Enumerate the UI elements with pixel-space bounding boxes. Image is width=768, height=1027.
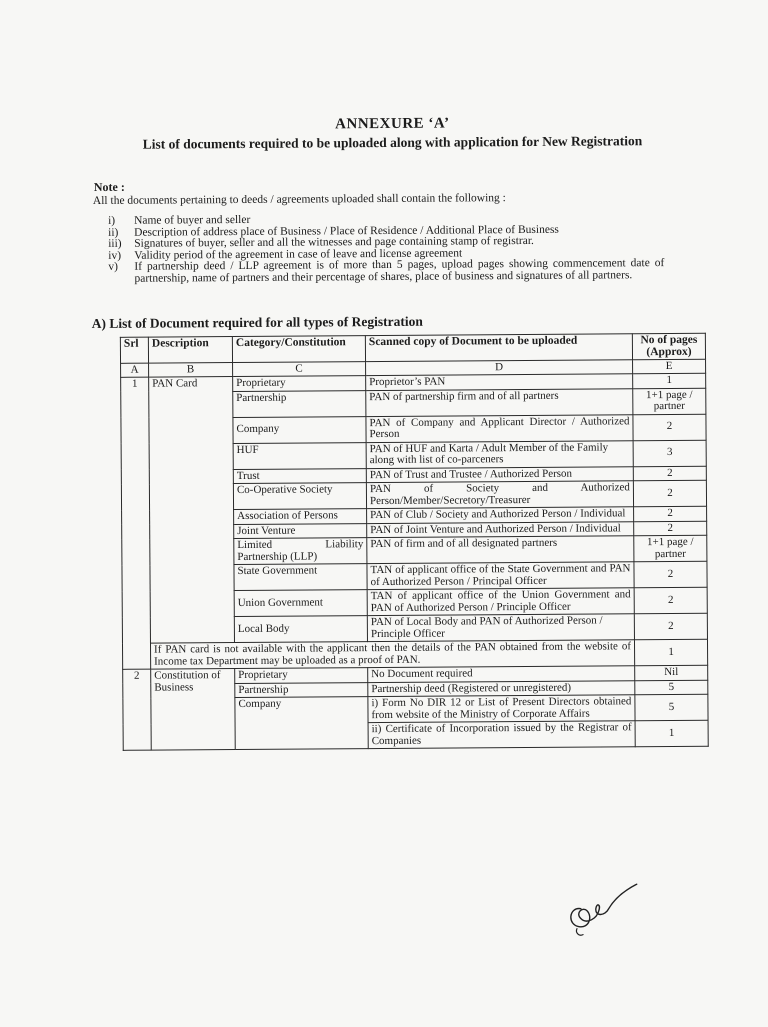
pages-cell: 5 bbox=[635, 680, 708, 695]
category-cell: Joint Venture bbox=[234, 523, 367, 538]
column-header-category: Category/Constitution bbox=[232, 336, 365, 363]
pages-cell: Nil bbox=[635, 665, 708, 680]
pages-cell: 1 bbox=[635, 720, 708, 747]
document-cell: Partnership deed (Registered or unregistered) bbox=[368, 680, 635, 696]
documents-table bbox=[120, 333, 709, 751]
note-list bbox=[108, 212, 664, 285]
document-cell: PAN of Trust and Trustee / Authorized Person bbox=[366, 466, 633, 482]
note-item-number: v) bbox=[108, 260, 119, 273]
column-header-srl: Srl bbox=[120, 337, 148, 363]
category-cell: Partnership bbox=[235, 682, 368, 697]
category-cell: Company bbox=[235, 697, 368, 750]
pages-cell: 1 bbox=[633, 373, 706, 388]
srl-cell: 1 bbox=[121, 377, 151, 669]
document-cell: PAN of firm and of all designated partners bbox=[367, 536, 634, 564]
category-cell: Proprietary bbox=[235, 668, 368, 683]
section-heading: A) List of Document required for all types of Registration bbox=[91, 313, 423, 332]
pages-cell: 2 bbox=[633, 466, 706, 481]
note-item-text: Signatures of buyer, seller and all the witnesses and page containing stamp of registrar. bbox=[134, 234, 534, 250]
note-item-number: ii) bbox=[108, 226, 119, 239]
category-cell: HUF bbox=[233, 442, 366, 469]
document-cell: PAN of Local Body and PAN of Authorized Person / Principle Officer bbox=[367, 614, 634, 642]
document-cell: No Document required bbox=[368, 666, 635, 682]
pan-footnote: If PAN card is not available with the applicant then the details of the PAN obtained from the website of Income tax Department may be uploaded as a proof of PAN. bbox=[150, 640, 634, 669]
category-cell: Company bbox=[233, 416, 366, 443]
pages-cell: 2 bbox=[634, 561, 707, 588]
pages-cell: 2 bbox=[634, 506, 707, 521]
note-item-text: If partnership deed / LLP agreement is of more than 5 pages, upload pages showing commencement date of partnership, name of partners and their percentage of shares, place of business and signatures of all partners. bbox=[134, 257, 665, 285]
pages-cell: 2 bbox=[633, 414, 706, 441]
pages-cell: 3 bbox=[633, 440, 706, 467]
category-cell: State Government bbox=[234, 564, 367, 591]
category-cell: Partnership bbox=[233, 390, 366, 417]
document-cell: PAN of Company and Applicant Director / Authorized Person bbox=[366, 414, 633, 442]
category-cell: Co-Operative Society bbox=[233, 483, 366, 510]
description-cell: Constitution of Business bbox=[151, 669, 236, 751]
pages-cell: 5 bbox=[635, 694, 708, 721]
srl-cell: 2 bbox=[123, 669, 152, 750]
note-label: Note : bbox=[93, 179, 125, 195]
page-subtitle: List of documents required to be uploaded along with application for New Registration bbox=[142, 133, 643, 152]
category-cell: Proprietary bbox=[233, 376, 366, 391]
pages-cell: 1 bbox=[634, 639, 707, 666]
note-item-number: iii) bbox=[108, 237, 122, 250]
pages-cell: 2 bbox=[634, 587, 707, 614]
note-item bbox=[108, 258, 664, 285]
note-item-number: i) bbox=[108, 214, 116, 227]
document-cell: PAN of Joint Venture and Authorized Person / Individual bbox=[367, 521, 634, 537]
document-cell: PAN of HUF and Karta / Adult Member of the Family along with list of co-parceners bbox=[366, 440, 633, 468]
document-cell: PAN of partnership firm and of all partners bbox=[366, 388, 633, 416]
document-cell: Proprietor’s PAN bbox=[366, 374, 633, 390]
pages-cell: 1+1 page / partner bbox=[633, 388, 706, 415]
column-letter: A bbox=[121, 363, 149, 377]
table-row-footnote bbox=[122, 639, 707, 669]
note-intro: All the documents pertaining to deeds / agreements uploaded shall contain the following : bbox=[92, 192, 506, 208]
table-header-row bbox=[120, 333, 705, 363]
pages-cell: 2 bbox=[634, 521, 707, 536]
column-header-document: Scanned copy of Document to be uploaded bbox=[365, 334, 632, 362]
description-cell: PAN Card bbox=[149, 377, 235, 644]
column-letter: D bbox=[366, 360, 633, 376]
document-cell: i) Form No DIR 12 or List of Present Directors obtained from website of the Ministry of Corporate Affairs bbox=[368, 695, 635, 723]
note-item-text: Validity period of the agreement in case of leave and license agreement bbox=[134, 246, 463, 262]
document-cell: PAN of Club / Society and Authorized Person / Individual bbox=[367, 507, 634, 523]
pages-cell: 2 bbox=[634, 613, 707, 640]
column-header-description: Description bbox=[148, 337, 232, 364]
category-cell: Trust bbox=[233, 468, 366, 483]
category-cell: Association of Persons bbox=[234, 509, 367, 524]
pages-cell: 1+1 page / partner bbox=[634, 535, 707, 562]
document-cell: TAN of applicant office of the Union Government and PAN of Authorized Person / Principle Officer bbox=[367, 588, 634, 616]
category-cell: Union Government bbox=[234, 590, 367, 617]
document-cell: ii) Certificate of Incorporation issued by the Registrar of Companies bbox=[368, 721, 635, 749]
column-letter: B bbox=[149, 363, 233, 378]
note-item-text: Description of address place of Business / Place of Residence / Additional Place of Business bbox=[134, 223, 559, 239]
handwritten-signature-icon bbox=[563, 878, 643, 939]
note-item-text: Name of buyer and seller bbox=[134, 213, 251, 227]
column-letter: C bbox=[233, 362, 366, 377]
document-cell: TAN of applicant office of the State Government and PAN of Authorized Person / Principal Officer bbox=[367, 562, 634, 590]
page-title: ANNEXURE ‘A’ bbox=[335, 115, 450, 133]
pages-cell: 2 bbox=[633, 480, 706, 507]
category-cell: Local Body bbox=[234, 616, 367, 643]
column-letter: E bbox=[633, 359, 706, 374]
category-cell: Limited Liability Partnership (LLP) bbox=[234, 538, 367, 565]
note-item-number: iv) bbox=[108, 249, 122, 262]
document-cell: PAN of Society and Authorized Person/Member/Secretory/Treasurer bbox=[366, 481, 633, 509]
column-header-pages: No of pages (Approx) bbox=[632, 333, 705, 360]
